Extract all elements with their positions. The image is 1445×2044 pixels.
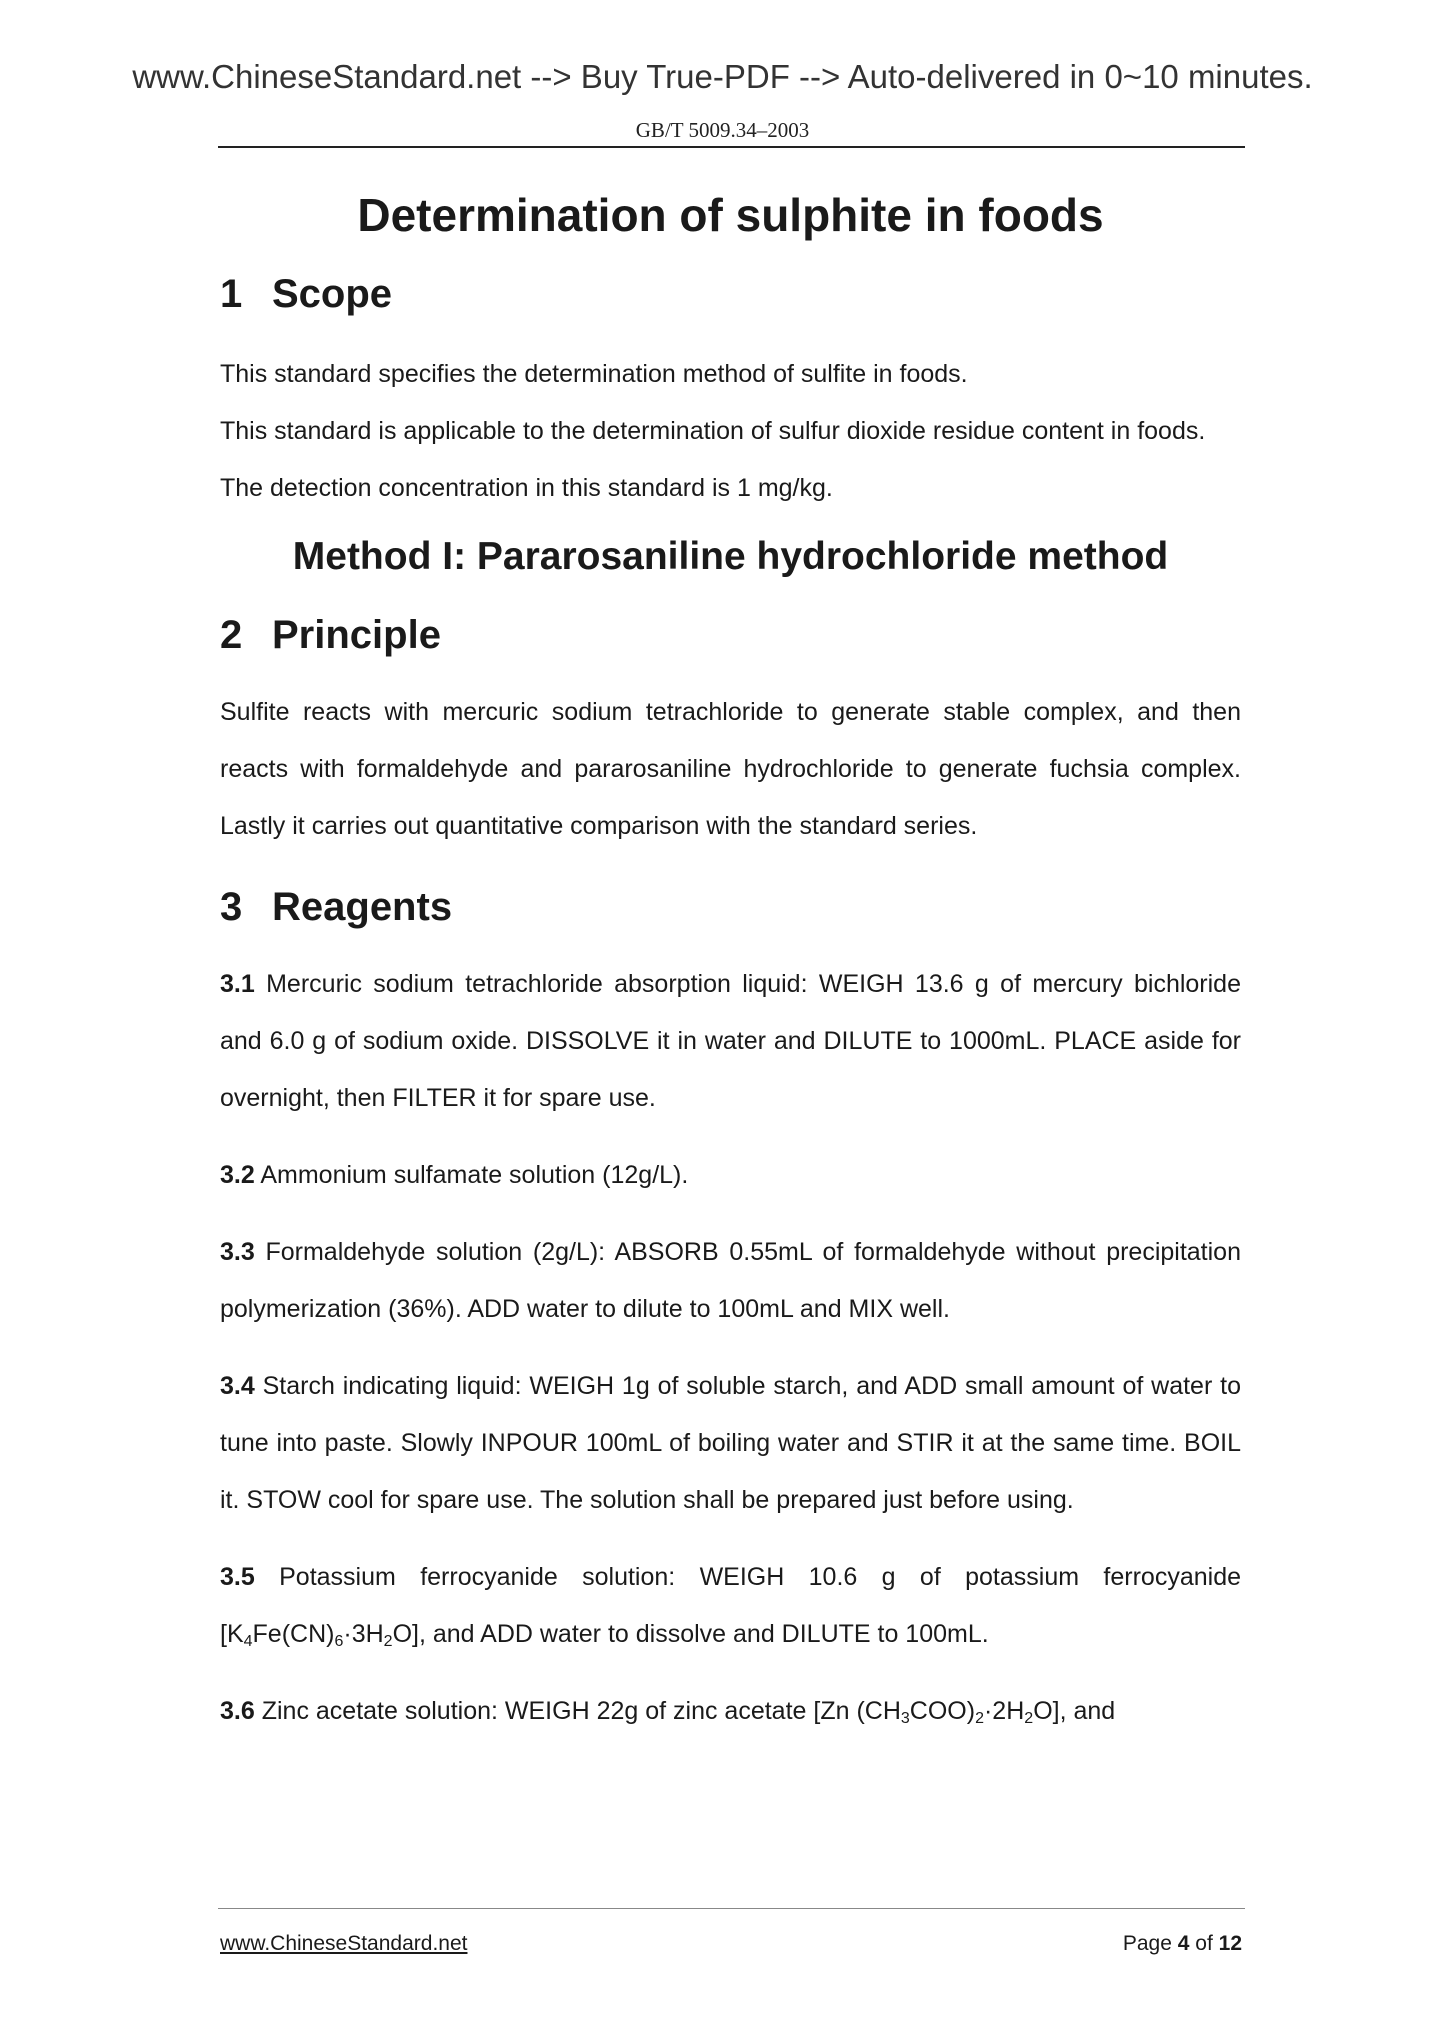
section-number: 3 [220,885,243,929]
footer-divider [218,1908,1245,1909]
method-title: Method I: Pararosaniline hydrochloride method [292,535,1169,578]
section-heading-scope [220,272,1241,317]
scope-paragraph-1: This standard specifies the determination method of sulfite in foods. [220,360,968,388]
of-label: of [1195,1932,1213,1955]
section-number: 1 [220,272,243,316]
scope-paragraph-3: The detection concentration in this standard is 1 mg/kg. [220,474,833,502]
section-title: Reagents [272,885,453,929]
reagent-item [220,1358,1241,1529]
reagent-item [220,1224,1241,1338]
reagent-item [220,1683,1241,1740]
footer-site-link[interactable]: www.ChineseStandard.net [220,1932,468,1955]
reagent-text: Ammonium sulfamate solution (12g/L). [260,1161,689,1189]
page-indicator [1123,1932,1242,1956]
principle-paragraph: Sulfite reacts with mercuric sodium tetrachloride to generate stable complex, and then reacts with formaldehyde and pararosaniline hydrochloride to generate fuchsia complex. Lastly it carries out quantitative comparison with the standard series. [220,698,1241,840]
reagent-text: Formaldehyde solution (2g/L): ABSORB 0.55mL of formaldehyde without precipitation polymerization (36%). ADD water to dilute to 100mL and MIX well. [220,1238,1241,1323]
reagent-number: 3.4 [220,1372,255,1400]
reagent-item [220,956,1241,1127]
reagent-number: 3.6 [220,1697,255,1725]
section-heading-reagents [220,885,1241,930]
page-number: 4 [1177,1932,1190,1955]
reagent-item [220,1147,1241,1204]
standard-code: GB/T 5009.34–2003 [635,118,810,142]
reagent-item [220,1549,1241,1663]
reagent-text: Mercuric sodium tetrachloride absorption liquid: WEIGH 13.6 g of mercury bichloride and 6.0 g of sodium oxide. DISSOLVE it in water and DILUTE to 1000mL. PLACE aside for overnight, then FILTER it for spare use. [220,970,1241,1112]
reagent-number: 3.1 [220,970,255,998]
reagent-number: 3.3 [220,1238,255,1266]
reagent-number: 3.5 [220,1563,255,1591]
reagent-text: Starch indicating liquid: WEIGH 1g of soluble starch, and ADD small amount of water to tune into paste. Slowly INPOUR 100mL of boiling water and STIR it at the same time. BOIL it. STOW cool for spare use. The solution shall be prepared just before using. [220,1372,1241,1514]
document-body [220,180,1241,1740]
section-title: Principle [272,613,441,657]
section-heading-principle [220,613,1241,658]
section-title: Scope [272,272,393,316]
reagent-number: 3.2 [220,1161,255,1189]
section-number: 2 [220,613,243,657]
reagent-text: Zinc acetate solution: WEIGH 22g of zinc acetate [Zn $(CH_3COO)_2\cdot 2H_2O$], and [261,1697,1116,1727]
header-banner[interactable]: www.ChineseStandard.net --> Buy True-PDF --> Auto-delivered in 0~10 minutes. [132,58,1313,95]
reagent-text: Potassium ferrocyanide solution: WEIGH 10.6 g of potassium ferrocyanide $[K_4Fe(CN)_6\cdot 3H_2O]$, and ADD water to dissolve and DILUTE to 100mL. [220,1563,1241,1650]
document-title: Determination of sulphite in foods [357,189,1104,241]
page-total: 12 [1218,1932,1242,1955]
header-divider [218,146,1245,148]
scope-paragraph-2: This standard is applicable to the determination of sulfur dioxide residue content in foods. [220,417,1206,445]
page-label: Page [1122,1932,1172,1955]
